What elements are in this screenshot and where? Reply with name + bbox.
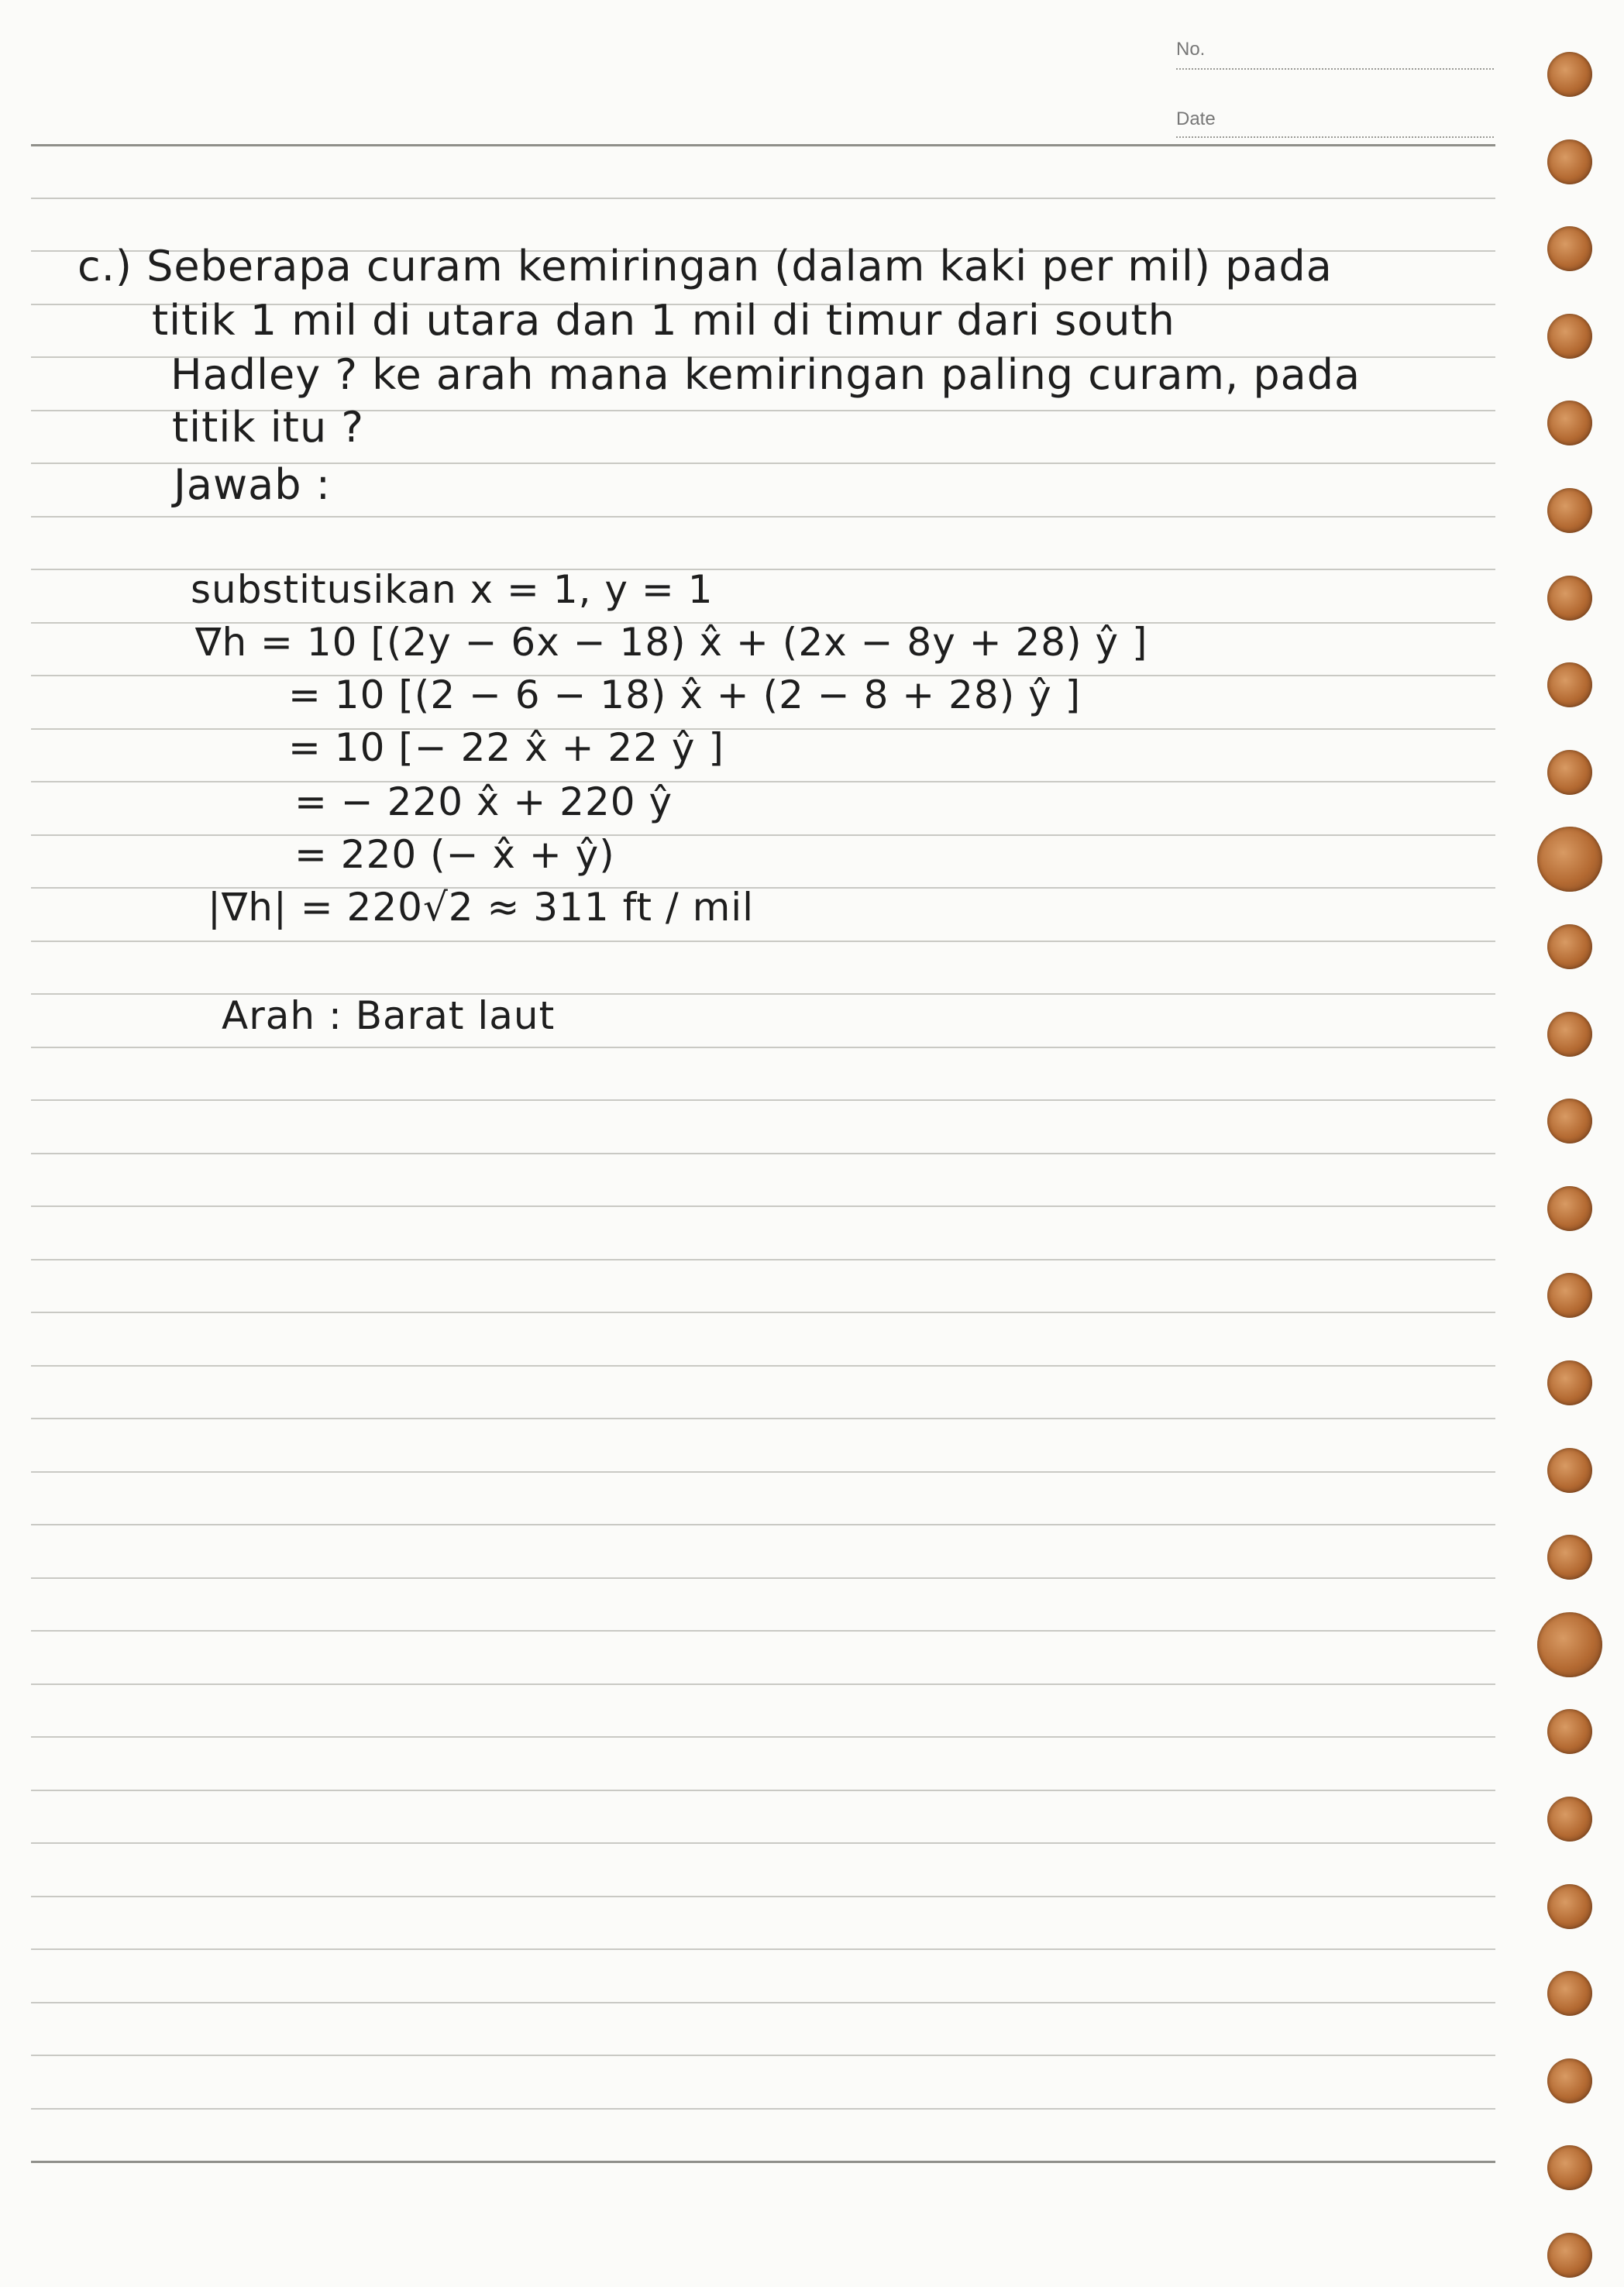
binding-hole	[1547, 2058, 1592, 2103]
ruled-line	[31, 1896, 1495, 1897]
ruled-line	[31, 2108, 1495, 2110]
ruled-line	[31, 781, 1495, 782]
question-line-2: titik 1 mil di utara dan 1 mil di timur dari south	[152, 296, 1175, 345]
binding-hole	[1547, 1012, 1592, 1057]
ruled-line	[31, 1948, 1495, 1950]
gradient-line-5: = 220 (− x̂ + ŷ)	[294, 832, 615, 877]
binding-hole	[1547, 576, 1592, 621]
ruled-line	[31, 1471, 1495, 1473]
binding-hole	[1547, 1971, 1592, 2016]
ruled-line	[31, 144, 1495, 146]
binding-hole	[1547, 1099, 1592, 1144]
ruled-line	[31, 1047, 1495, 1048]
date-line	[1176, 136, 1494, 138]
binding-hole	[1547, 1273, 1592, 1318]
binding-hole	[1547, 401, 1592, 445]
binding-hole	[1547, 2145, 1592, 2190]
no-label: No.	[1176, 39, 1206, 60]
binding-hole	[1547, 226, 1592, 271]
gradient-line-4: = − 220 x̂ + 220 ŷ	[294, 779, 673, 824]
gradient-magnitude: |∇h| = 220√2 ≈ 311 ft / mil	[208, 885, 755, 930]
binding-hole	[1547, 2233, 1592, 2278]
binding-hole	[1547, 314, 1592, 359]
gradient-line-1: ∇h = 10 [(2y − 6x − 18) x̂ + (2x − 8y + 28) ŷ ]	[195, 620, 1148, 665]
ruled-line	[31, 1259, 1495, 1260]
date-label: Date	[1176, 108, 1216, 129]
direction-answer: Arah : Barat laut	[222, 993, 556, 1038]
binding-hole	[1537, 1612, 1602, 1677]
ruled-line	[31, 1736, 1495, 1738]
ruled-line	[31, 941, 1495, 942]
ruled-line	[31, 2161, 1495, 2163]
question-line-4: titik itu ?	[172, 403, 365, 452]
ruled-line	[31, 1312, 1495, 1313]
binding-hole	[1547, 488, 1592, 533]
binding-hole	[1547, 1186, 1592, 1231]
ruled-line	[31, 1205, 1495, 1207]
ruled-line	[31, 1418, 1495, 1419]
binding-hole	[1547, 1448, 1592, 1493]
ruled-line	[31, 1577, 1495, 1579]
question-line-3: Hadley ? ke arah mana kemiringan paling curam, pada	[170, 350, 1361, 399]
substitution-line: substitusikan x = 1, y = 1	[191, 567, 714, 612]
binding-hole	[1547, 1360, 1592, 1405]
question-line-1: c.) Seberapa curam kemiringan (dalam kaki per mil) pada	[77, 242, 1333, 291]
binding-hole	[1547, 750, 1592, 795]
ruled-line	[31, 1630, 1495, 1632]
binding-hole	[1547, 1535, 1592, 1580]
ruled-line	[31, 1683, 1495, 1685]
binding-hole	[1547, 924, 1592, 969]
ruled-line	[31, 728, 1495, 730]
ruled-line	[31, 834, 1495, 836]
binding-hole	[1547, 139, 1592, 184]
gradient-line-2: = 10 [(2 − 6 − 18) x̂ + (2 − 8 + 28) ŷ ]	[288, 672, 1082, 717]
answer-label: Jawab :	[174, 460, 331, 509]
ruled-line	[31, 2002, 1495, 2003]
ruled-line	[31, 1099, 1495, 1101]
binding-hole	[1547, 1797, 1592, 1842]
binding-hole	[1547, 662, 1592, 707]
ruled-line	[31, 1842, 1495, 1844]
ruled-line	[31, 1153, 1495, 1154]
ruled-line	[31, 2055, 1495, 2056]
ruled-line	[31, 1365, 1495, 1367]
binding-hole	[1537, 827, 1602, 892]
ruled-line	[31, 516, 1495, 518]
ruled-line	[31, 1524, 1495, 1525]
binding-hole	[1547, 1884, 1592, 1929]
binding-hole	[1547, 1709, 1592, 1754]
no-line	[1176, 68, 1494, 70]
ruled-line	[31, 1790, 1495, 1791]
ruled-line	[31, 198, 1495, 199]
binding-hole	[1547, 52, 1592, 97]
gradient-line-3: = 10 [− 22 x̂ + 22 ŷ ]	[288, 725, 724, 770]
